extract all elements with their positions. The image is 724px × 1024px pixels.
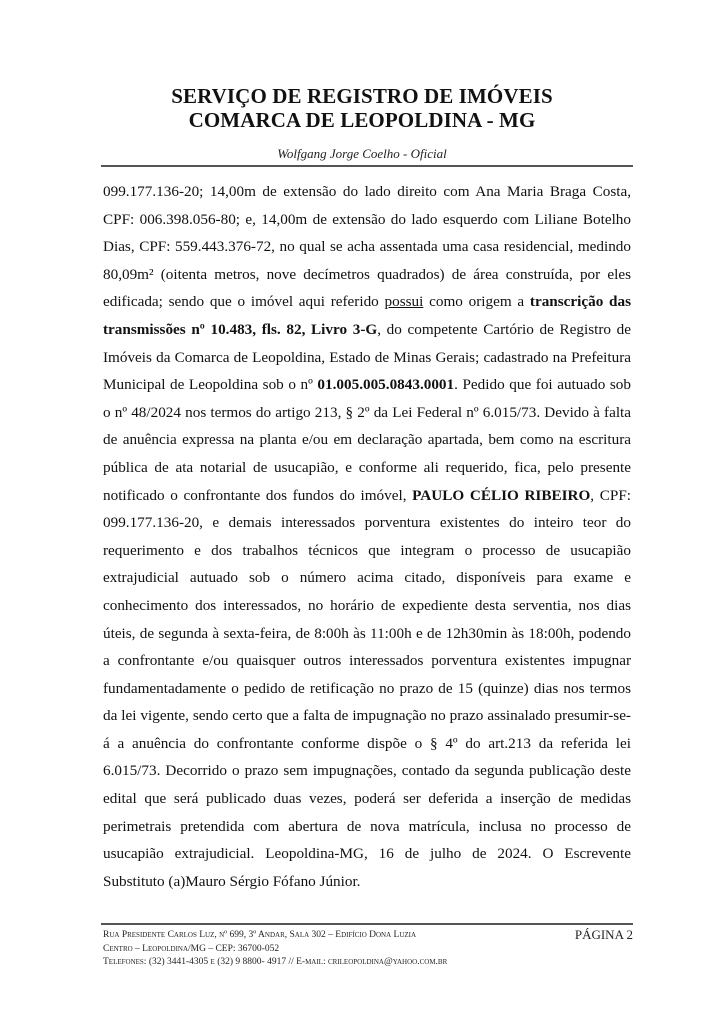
document-header <box>0 84 724 162</box>
footer-city: Centro – Leopoldina/MG – CEP: 36700-052 <box>103 943 280 954</box>
document-footer <box>103 929 633 970</box>
footer-divider <box>101 923 633 925</box>
transcription-reference: transcrição das transmissões nº 10.483, fls. 82, Livro 3-G <box>103 293 631 338</box>
footer-contact: Telefones: (32) 3441-4305 e (32) 9 8800- 4917 // E-mail: crileopoldina@yahoo.com.br <box>103 957 448 967</box>
page-number: PÁGINA 2 <box>574 927 633 942</box>
body-text-segment: . Pedido que foi autuado sob o nº 48/2024 nos termos do artigo 213, § 2º da Lei Federal nº 6.015/73. Devido à falta de anuência expressa na planta e/ou em declaração apartada, bem como na escritura pública de ata notarial de usucapião, e conforme ali requerido, fica, pelo presente notificado o confrontante dos fundos do imóvel, <box>103 376 631 504</box>
notice-body <box>103 178 631 895</box>
office-title: SERVIÇO DE REGISTRO DE IMÓVEIS <box>171 84 553 108</box>
footer-address: Rua Presidente Carlos Luz, nº 699, 3º Andar, Sala 302 – Edifício Dona Luzia <box>103 930 417 940</box>
body-text-segment: , do competente Cartório de Registro de Imóveis da Comarca de Leopoldina, Estado de Minas Gerais; cadastrado na Prefeitura Municipal de Leopoldina sob o nº <box>103 320 631 394</box>
body-text-segment: , CPF: 099.177.136-20, e demais interessados porventura existentes do inteiro teor do requerimento e dos trabalhos técnicos que integram o processo de usucapião extrajudicial autuado sob o número acima citado, disponíveis para exame e conhecimento dos interessados, no horário de expediente desta serventia, nos dias úteis, de segunda à sexta-feira, de 8:00h às 11:00h e de 12h30min às 18:00h, podendo a confrontante e/ou quaisquer outros interessados porventura existentes impugnar fundamentadamente o pedido de retificação no prazo de 15 (quinze) dias nos termos da lei vigente, sendo certo que a falta de impugnação no prazo assinalado presumir-se-á a anuência do confrontante conforme dispõe o § 4º do art.213 da referida lei 6.015/73. Decorrido o prazo sem impugnações, contado da segunda publicação deste edital que será publicado duas vezes, poderá ser deferida a inserção de medidas perimetrais pretendida com abertura de nova matrícula, inclusa no processo de usucapião extrajudicial. Leopoldina-MG, 16 de julho de 2024. O Escrevente Substituto (a)Mauro Sérgio Fófano Júnior. <box>103 486 631 890</box>
body-text-segment: como origem a <box>423 293 530 311</box>
body-text-segment: 099.177.136-20; 14,00m de extensão do lado direito com Ana Maria Braga Costa, CPF: 006.398.056-80; e, 14,00m de extensão do lado esquerdo com Liliane Botelho Dias, CPF: 559.443.376-72, no qual se acha assentada uma casa residencial, medindo 80,09m² (oitenta metros, nove decímetros quadrados) de área construída, por eles edificada; sendo que o imóvel aqui referido <box>103 183 631 311</box>
header-divider <box>101 165 633 167</box>
office-subtitle: COMARCA DE LEOPOLDINA - MG <box>188 108 536 132</box>
municipal-registry-number: 01.005.005.0843.0001 <box>317 376 455 394</box>
underlined-term: possui <box>384 293 424 311</box>
official-name: Wolfgang Jorge Coelho - Oficial <box>277 146 447 161</box>
notified-party-name: PAULO CÉLIO RIBEIRO <box>412 486 591 504</box>
